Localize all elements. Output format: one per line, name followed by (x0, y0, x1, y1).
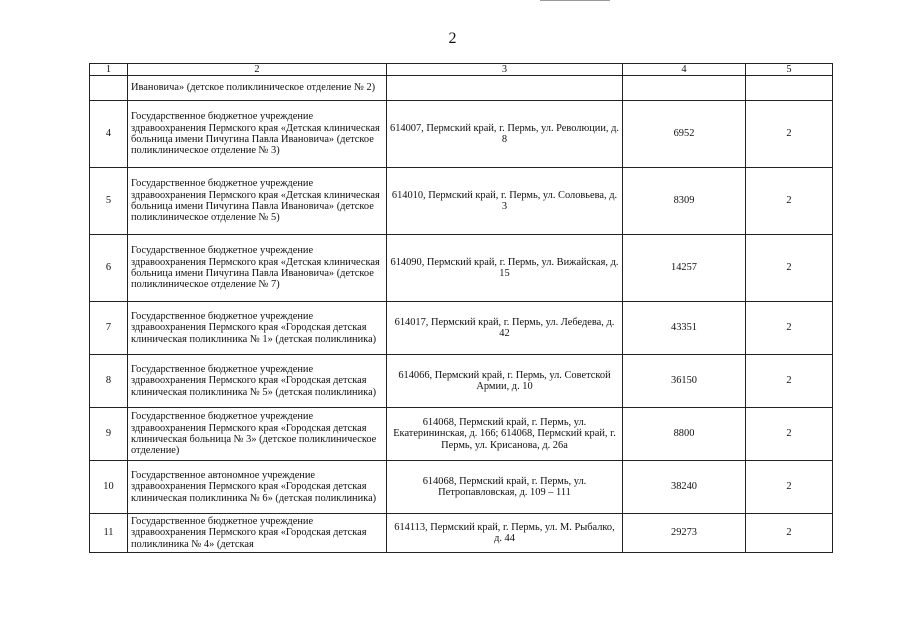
population-count: 8309 (623, 168, 746, 235)
column-5-value: 2 (746, 235, 833, 302)
institution-address: 614113, Пермский край, г. Пермь, ул. М. Рыбалко, д. 44 (387, 514, 623, 553)
column-5-value: 2 (746, 355, 833, 408)
row-number: 9 (90, 408, 128, 461)
population-count: 6952 (623, 101, 746, 168)
table-row (90, 101, 833, 168)
institution-address: 614090, Пермский край, г. Пермь, ул. Вижайская, д. 15 (387, 235, 623, 302)
institution-address: 614017, Пермский край, г. Пермь, ул. Лебедева, д. 42 (387, 302, 623, 355)
column-5-value (746, 76, 833, 101)
institution-name: Государственное бюджетное учреждение здравоохранения Пермского края «Городская детская клиническая поликлиника № 1» (детская поликлиника) (128, 302, 387, 355)
row-number: 10 (90, 461, 128, 514)
table-row (90, 408, 833, 461)
population-count: 36150 (623, 355, 746, 408)
institution-name: Государственное бюджетное учреждение здравоохранения Пермского края «Детская клиническая больница имени Пичугина Павла Ивановича» (детское поликлиническое отделение № 7) (128, 235, 387, 302)
column-5-value: 2 (746, 302, 833, 355)
table-row (90, 461, 833, 514)
institution-name: Государственное бюджетное учреждение здравоохранения Пермского края «Городская детская поликлиника № 4» (детская (128, 514, 387, 553)
row-number: 8 (90, 355, 128, 408)
institution-name: Государственное бюджетное учреждение здравоохранения Пермского края «Детская клиническая больница имени Пичугина Павла Ивановича» (детское поликлиническое отделение № 3) (128, 101, 387, 168)
row-number: 4 (90, 101, 128, 168)
column-header: 3 (387, 64, 623, 76)
institution-name: Государственное автономное учреждение здравоохранения Пермского края «Городская детская клиническая поликлиника № 6» (детская поликлиника) (128, 461, 387, 514)
institution-address: 614068, Пермский край, г. Пермь, ул. Петропавловская, д. 109 – 111 (387, 461, 623, 514)
population-count: 38240 (623, 461, 746, 514)
table-header-row (90, 64, 833, 76)
column-5-value: 2 (746, 461, 833, 514)
institution-address: 614066, Пермский край, г. Пермь, ул. Советской Армии, д. 10 (387, 355, 623, 408)
row-number: 7 (90, 302, 128, 355)
column-header: 4 (623, 64, 746, 76)
institution-address (387, 76, 623, 101)
column-5-value: 2 (746, 408, 833, 461)
column-header: 1 (90, 64, 128, 76)
institution-address: 614068, Пермский край, г. Пермь, ул. Екатерининская, д. 166; 614068, Пермский край, г. Пермь, ул. Крисанова, д. 26а (387, 408, 623, 461)
institution-name: Государственное бюджетное учреждение здравоохранения Пермского края «Городская детская клиническая больница № 3» (детское поликлиническое отделение) (128, 408, 387, 461)
row-number: 5 (90, 168, 128, 235)
column-5-value: 2 (746, 101, 833, 168)
column-header: 5 (746, 64, 833, 76)
table-row (90, 355, 833, 408)
institution-address: 614010, Пермский край, г. Пермь, ул. Соловьева, д. 3 (387, 168, 623, 235)
population-count: 8800 (623, 408, 746, 461)
row-number: 11 (90, 514, 128, 553)
institutions-table (89, 63, 833, 553)
institution-name: Ивановича» (детское поликлиническое отделение № 2) (128, 76, 387, 101)
institution-name: Государственное бюджетное учреждение здравоохранения Пермского края «Городская детская клиническая поликлиника № 5» (детская поликлиника) (128, 355, 387, 408)
table-body (90, 101, 833, 553)
institution-address: 614007, Пермский край, г. Пермь, ул. Революции, д. 8 (387, 101, 623, 168)
table-row (90, 302, 833, 355)
column-5-value: 2 (746, 514, 833, 553)
table-row (90, 514, 833, 553)
page-number: 2 (448, 30, 457, 47)
column-header: 2 (128, 64, 387, 76)
row-number: 6 (90, 235, 128, 302)
population-count (623, 76, 746, 101)
table-row (90, 235, 833, 302)
institution-name: Государственное бюджетное учреждение здравоохранения Пермского края «Детская клиническая больница имени Пичугина Павла Ивановича» (детское поликлиническое отделение № 5) (128, 168, 387, 235)
population-count: 14257 (623, 235, 746, 302)
table-row (90, 76, 833, 101)
column-5-value: 2 (746, 168, 833, 235)
population-count: 29273 (623, 514, 746, 553)
scan-artifact-line (540, 0, 610, 1)
population-count: 43351 (623, 302, 746, 355)
table-row (90, 168, 833, 235)
row-number (90, 76, 128, 101)
